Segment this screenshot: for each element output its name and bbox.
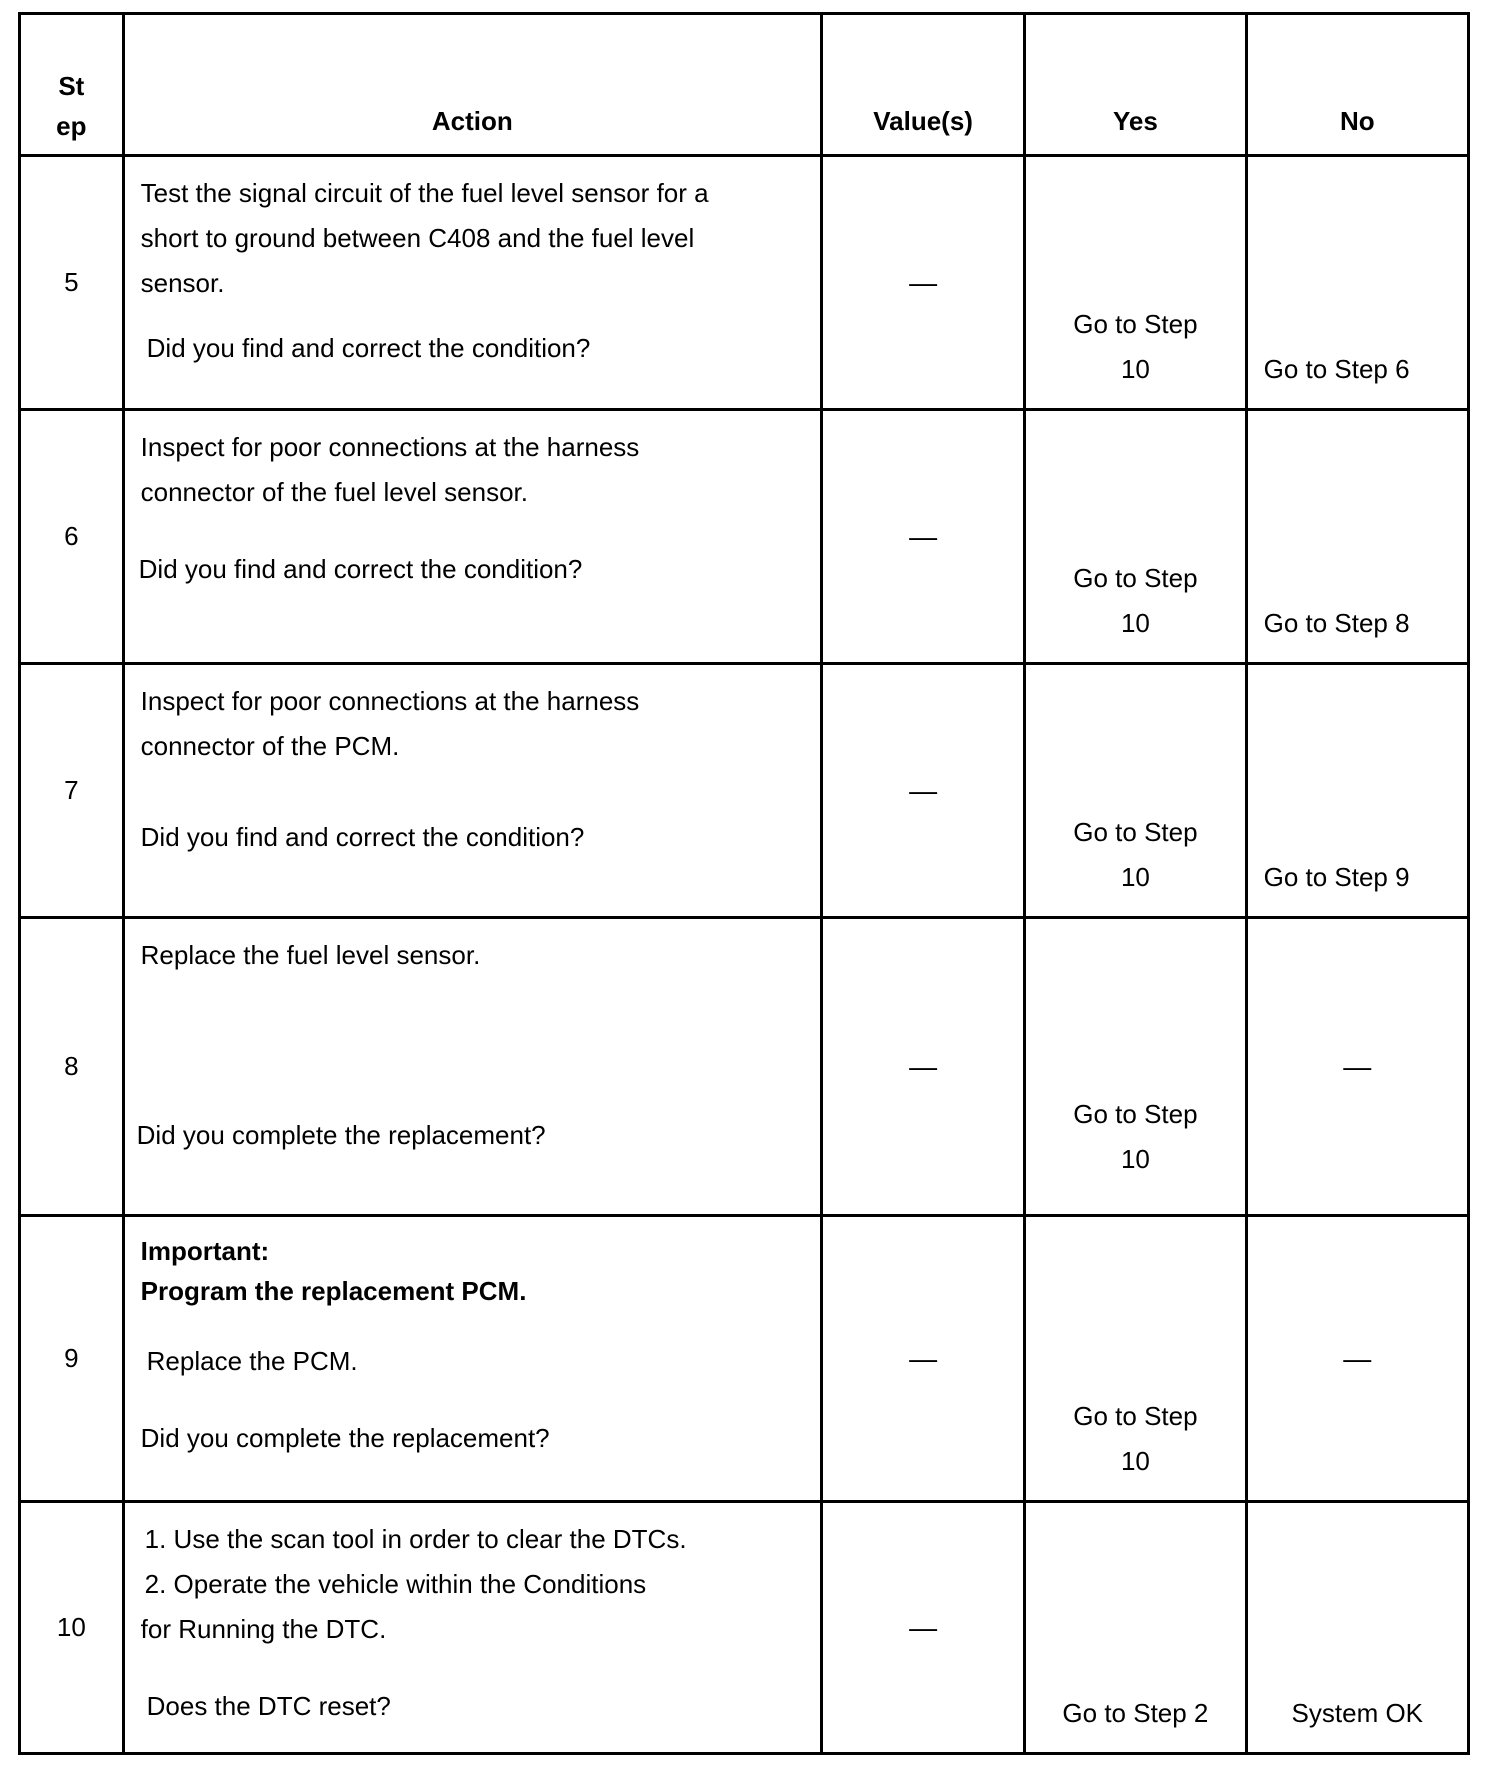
no-cell: —	[1246, 1216, 1468, 1502]
action-cell	[123, 156, 821, 410]
yes-line: 10	[1120, 354, 1150, 384]
no-cell: Go to Step 9	[1246, 664, 1468, 918]
action-line: sensor.	[140, 268, 225, 298]
action-line: for Running the DTC.	[140, 1614, 387, 1644]
table-row	[20, 918, 1469, 1216]
step-number: 8	[20, 918, 124, 1216]
action-line: Test the signal circuit of the fuel level sensor for a	[140, 178, 709, 208]
action-question: Did you complete the replacement?	[140, 1423, 550, 1453]
action-cell	[123, 1216, 821, 1502]
action-line: Replace the fuel level sensor.	[140, 940, 481, 970]
yes-line: 10	[1120, 862, 1150, 892]
no-cell: —	[1246, 918, 1468, 1216]
value-cell: —	[821, 918, 1024, 1216]
table-row	[20, 664, 1469, 918]
action-question: Did you find and correct the condition?	[138, 554, 583, 584]
yes-line: Go to Step	[1073, 817, 1198, 847]
header-values: Value(s)	[821, 14, 1024, 156]
yes-cell	[1025, 410, 1246, 664]
action-line: 1. Use the scan tool in order to clear the DTCs.	[144, 1524, 687, 1554]
table-row	[20, 156, 1469, 410]
important-label: Important:	[140, 1236, 270, 1266]
step-number: 10	[20, 1502, 124, 1754]
table-row	[20, 1502, 1469, 1754]
important-text: Program the replacement PCM.	[140, 1276, 527, 1306]
yes-cell	[1025, 1216, 1246, 1502]
action-question: Did you complete the replacement?	[136, 1120, 546, 1150]
action-line: short to ground between C408 and the fuel level	[140, 223, 695, 253]
yes-cell	[1025, 664, 1246, 918]
action-line: Inspect for poor connections at the harness	[140, 432, 640, 462]
action-question: Did you find and correct the condition?	[146, 333, 591, 363]
yes-cell	[1025, 156, 1246, 410]
no-cell: Go to Step 6	[1246, 156, 1468, 410]
yes-line: 10	[1120, 608, 1150, 638]
action-line: 2. Operate the vehicle within the Conditions	[144, 1569, 647, 1599]
action-cell	[123, 664, 821, 918]
value-cell: —	[821, 1216, 1024, 1502]
step-number: 5	[20, 156, 124, 410]
yes-cell	[1025, 918, 1246, 1216]
value-cell: —	[821, 1502, 1024, 1754]
yes-line: Go to Step	[1073, 1099, 1198, 1129]
action-line: connector of the fuel level sensor.	[140, 477, 528, 507]
yes-line: 10	[1120, 1446, 1150, 1476]
yes-line: Go to Step	[1073, 563, 1198, 593]
action-cell	[123, 918, 821, 1216]
header-yes: Yes	[1025, 14, 1246, 156]
no-cell: Go to Step 8	[1246, 410, 1468, 664]
header-no: No	[1246, 14, 1468, 156]
step-number: 6	[20, 410, 124, 664]
action-cell	[123, 1502, 821, 1754]
value-cell: —	[821, 156, 1024, 410]
header-row	[20, 14, 1469, 156]
table-row	[20, 1216, 1469, 1502]
table-row	[20, 410, 1469, 664]
no-cell: System OK	[1246, 1502, 1468, 1754]
diagnostic-table	[18, 12, 1470, 1755]
header-step: St ep	[20, 14, 124, 156]
action-line: Replace the PCM.	[146, 1346, 358, 1376]
yes-line: Go to Step	[1073, 1401, 1198, 1431]
action-question: Did you find and correct the condition?	[140, 822, 585, 852]
action-line: connector of the PCM.	[140, 731, 400, 761]
yes-line: 10	[1120, 1144, 1150, 1174]
header-action: Action	[123, 14, 821, 156]
value-cell: —	[821, 664, 1024, 918]
step-number: 9	[20, 1216, 124, 1502]
value-cell: —	[821, 410, 1024, 664]
yes-cell: Go to Step 2	[1025, 1502, 1246, 1754]
action-question: Does the DTC reset?	[146, 1691, 391, 1721]
step-number: 7	[20, 664, 124, 918]
action-line: Inspect for poor connections at the harness	[140, 686, 640, 716]
yes-line: Go to Step	[1073, 309, 1198, 339]
action-cell	[123, 410, 821, 664]
